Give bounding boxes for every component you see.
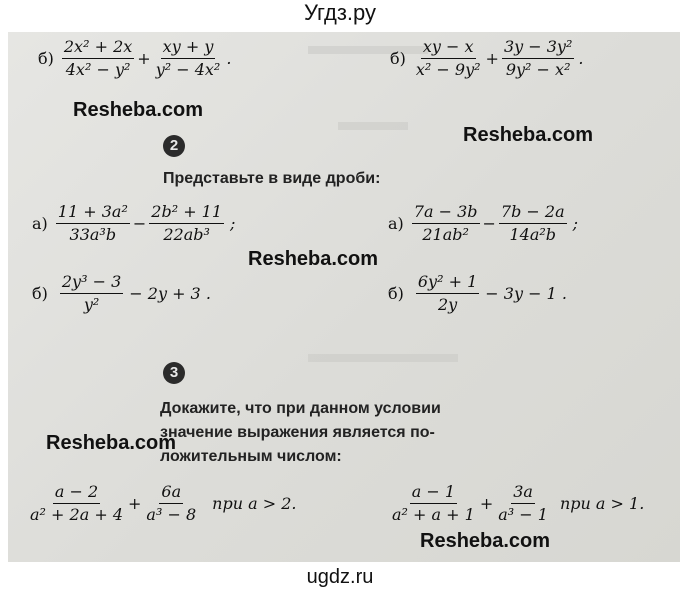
item-label: а) — [32, 214, 48, 233]
numerator: 2x² + 2x — [62, 37, 134, 59]
expression-tail: − 3y − 1 . — [485, 284, 567, 303]
item-label: а) — [388, 214, 404, 233]
numerator: 2y³ − 3 — [60, 272, 123, 294]
denominator: y² − 4x² — [155, 60, 221, 79]
bleed-through — [338, 122, 408, 130]
fraction — [28, 482, 125, 525]
numerator: 7a − 3b — [412, 202, 480, 224]
site-header: Угдз.ру — [303, 0, 377, 25]
denominator: 2y — [437, 295, 458, 314]
problem-text-line: ложительным числом: — [160, 448, 342, 465]
textbook-scan — [8, 32, 680, 562]
operator: + — [485, 49, 499, 68]
operator: + — [128, 494, 142, 513]
fraction — [416, 272, 479, 315]
expression-2b-left — [32, 272, 211, 315]
operator: − — [132, 214, 147, 233]
numerator: xy + y — [161, 37, 216, 59]
problem-number-badge: 2 — [163, 135, 185, 157]
condition: при a > 1. — [559, 494, 645, 513]
denominator: y² — [83, 295, 100, 314]
expression-1b-left — [38, 37, 231, 80]
numerator: 11 + 3a² — [56, 202, 130, 224]
numerator: a − 2 — [53, 482, 100, 504]
punctuation: . — [578, 49, 584, 68]
numerator: xy − x — [421, 37, 476, 59]
watermark: Resheba.com — [463, 124, 594, 146]
expression-2a-right — [388, 202, 578, 245]
watermark: Resheba.com — [248, 248, 379, 270]
denominator: a² + 2a + 4 — [30, 505, 124, 524]
numerator: 6a — [159, 482, 183, 504]
fraction — [56, 202, 130, 245]
fraction — [496, 482, 550, 525]
item-label: б) — [390, 49, 406, 68]
expression-2a-left — [32, 202, 235, 245]
numerator: 7b − 2a — [499, 202, 567, 224]
bleed-through — [308, 354, 458, 362]
problem-number-badge: 3 — [163, 362, 185, 384]
denominator: a³ − 8 — [146, 505, 197, 524]
denominator: 14a²b — [509, 225, 557, 244]
operator: − — [482, 214, 496, 233]
denominator: x² − 9y² — [415, 60, 481, 79]
watermark: Resheba.com — [420, 530, 551, 552]
denominator: 21ab² — [422, 225, 469, 244]
problem-text-line: значение выражения является по- — [160, 424, 435, 441]
expression-3-left — [28, 482, 296, 525]
fraction — [499, 202, 567, 245]
fraction — [502, 37, 574, 80]
item-label: б) — [32, 284, 48, 303]
fraction — [149, 202, 224, 245]
fraction — [62, 37, 134, 80]
problem-heading: Представьте в виде дроби: — [163, 170, 381, 187]
fraction — [412, 202, 480, 245]
numerator: a − 1 — [410, 482, 457, 504]
item-label: б) — [388, 284, 404, 303]
punctuation: ; — [230, 214, 236, 233]
condition: при a > 2. — [212, 494, 297, 513]
operator: + — [479, 494, 494, 513]
numerator: 3y − 3y² — [502, 37, 574, 59]
fraction — [144, 482, 198, 525]
denominator: a² + a + 1 — [392, 505, 475, 524]
denominator: 33a³b — [69, 225, 117, 244]
expression-3-right — [390, 482, 644, 525]
numerator: 6y² + 1 — [416, 272, 479, 294]
expression-2b-right — [388, 272, 567, 315]
denominator: a³ − 1 — [498, 505, 548, 524]
denominator: 22ab³ — [163, 225, 210, 244]
expression-tail: − 2y + 3 . — [129, 284, 211, 303]
fraction — [60, 272, 123, 315]
denominator: 4x² − y² — [65, 60, 131, 79]
fraction — [154, 37, 223, 80]
fraction — [390, 482, 477, 525]
denominator: 9y² − x² — [505, 60, 571, 79]
operator: + — [137, 49, 151, 68]
numerator: 2b² + 11 — [149, 202, 224, 224]
problem-text-line: Докажите, что при данном условии — [160, 400, 441, 417]
numerator: 3a — [511, 482, 535, 504]
punctuation: ; — [572, 214, 579, 233]
site-footer: ugdz.ru — [306, 566, 374, 588]
watermark: Resheba.com — [46, 432, 177, 454]
fraction — [414, 37, 483, 80]
expression-1b-right — [390, 37, 583, 80]
punctuation: . — [226, 49, 232, 68]
item-label: б) — [38, 49, 54, 68]
watermark: Resheba.com — [73, 99, 204, 121]
